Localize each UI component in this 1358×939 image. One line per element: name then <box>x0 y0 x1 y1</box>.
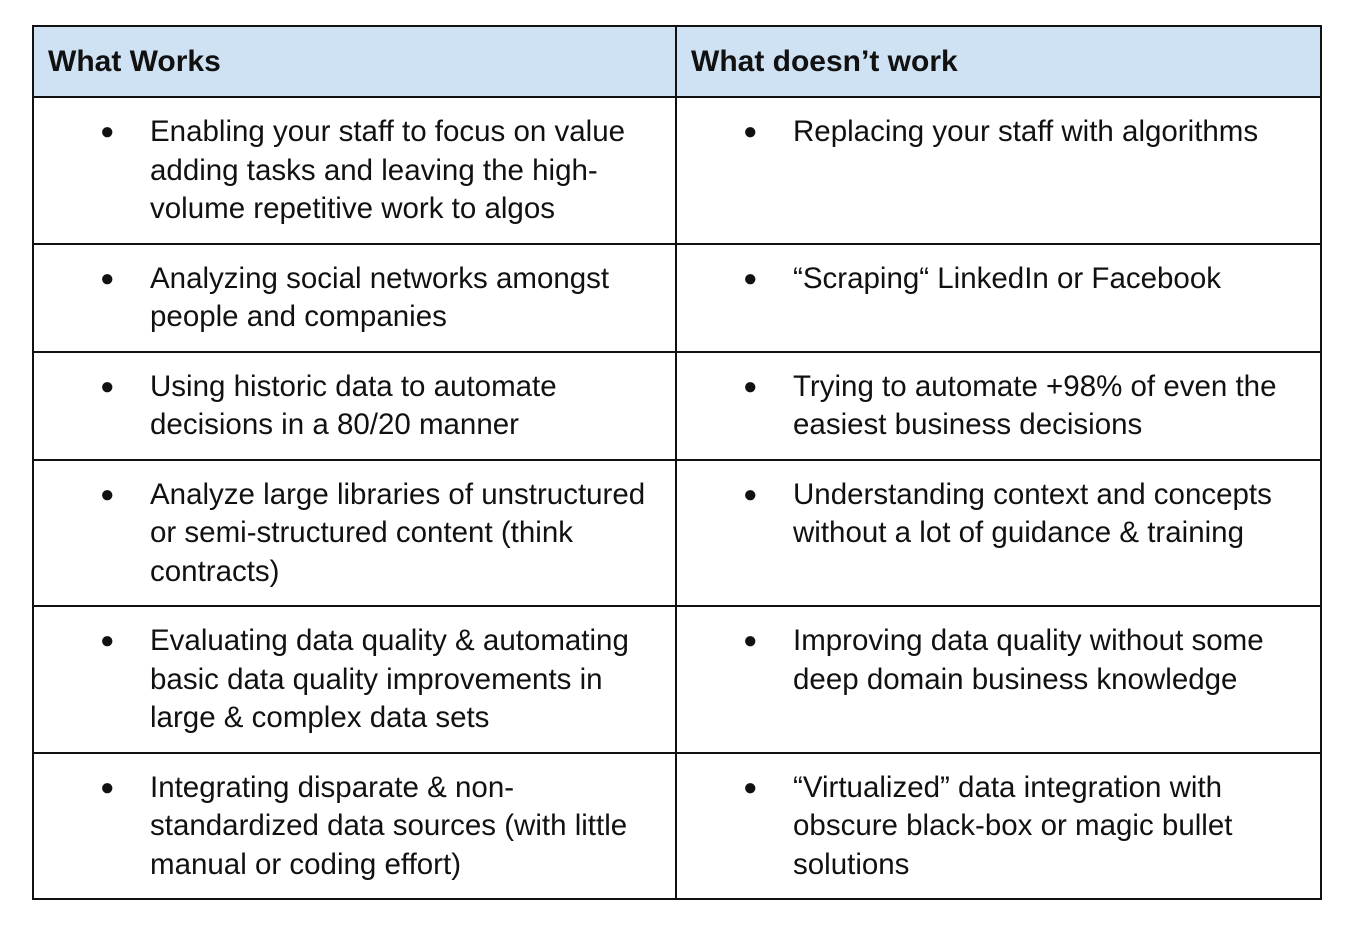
bullet-icon: ● <box>743 480 758 508</box>
doesnt-work-text: Trying to automate +98% of even the easiest business decisions <box>793 369 1277 441</box>
bullet-icon: ● <box>100 118 115 145</box>
bullet-icon: ● <box>100 627 115 654</box>
table-row <box>33 352 1321 460</box>
table-row <box>33 606 1321 753</box>
table-row <box>33 753 1321 900</box>
table-row <box>33 460 1321 607</box>
works-text: Integrating disparate & non-standardized data sources (with little manual or coding effort) <box>150 770 628 881</box>
bullet-icon: ● <box>100 773 115 801</box>
header-row <box>33 26 1321 97</box>
works-cell <box>33 97 676 244</box>
doesnt-work-text: “Scraping“ LinkedIn or Facebook <box>793 261 1221 295</box>
doesnt-work-cell <box>676 352 1321 460</box>
doesnt-work-text: Understanding context and concepts without a lot of guidance & training <box>793 477 1272 549</box>
works-cell <box>33 352 676 460</box>
header-what-works: What Works <box>33 26 676 97</box>
works-text: Analyze large libraries of unstructured or semi-structured content (think contracts) <box>150 477 646 588</box>
works-text: Evaluating data quality & automating basic data quality improvements in large & complex data sets <box>150 624 629 734</box>
doesnt-work-cell <box>676 606 1321 753</box>
doesnt-work-text: Improving data quality without some deep domain business knowledge <box>793 624 1264 696</box>
doesnt-work-cell <box>676 753 1321 900</box>
bullet-icon: ● <box>743 372 758 400</box>
doesnt-work-cell <box>676 97 1321 244</box>
comparison-table <box>32 25 1322 900</box>
works-cell <box>33 606 676 753</box>
table-row <box>33 244 1321 352</box>
bullet-icon: ● <box>100 372 115 400</box>
bullet-icon: ● <box>743 627 758 654</box>
table-row <box>33 97 1321 244</box>
doesnt-work-text: Replacing your staff with algorithms <box>793 115 1259 148</box>
bullet-icon: ● <box>100 480 115 508</box>
header-what-doesnt-work: What doesn’t work <box>676 26 1321 97</box>
bullet-icon: ● <box>743 773 758 801</box>
doesnt-work-cell <box>676 460 1321 607</box>
works-text: Enabling your staff to focus on value adding tasks and leaving the high-volume repetitive work to algos <box>150 115 626 225</box>
works-cell <box>33 753 676 900</box>
works-text: Analyzing social networks amongst people and companies <box>150 261 610 333</box>
bullet-icon: ● <box>743 264 758 292</box>
bullet-icon: ● <box>743 118 758 145</box>
bullet-icon: ● <box>100 264 115 292</box>
works-text: Using historic data to automate decisions in a 80/20 manner <box>150 369 557 441</box>
works-cell <box>33 460 676 607</box>
doesnt-work-cell <box>676 244 1321 352</box>
doesnt-work-text: “Virtualized” data integration with obscure black-box or magic bullet solutions <box>793 770 1233 881</box>
works-cell <box>33 244 676 352</box>
